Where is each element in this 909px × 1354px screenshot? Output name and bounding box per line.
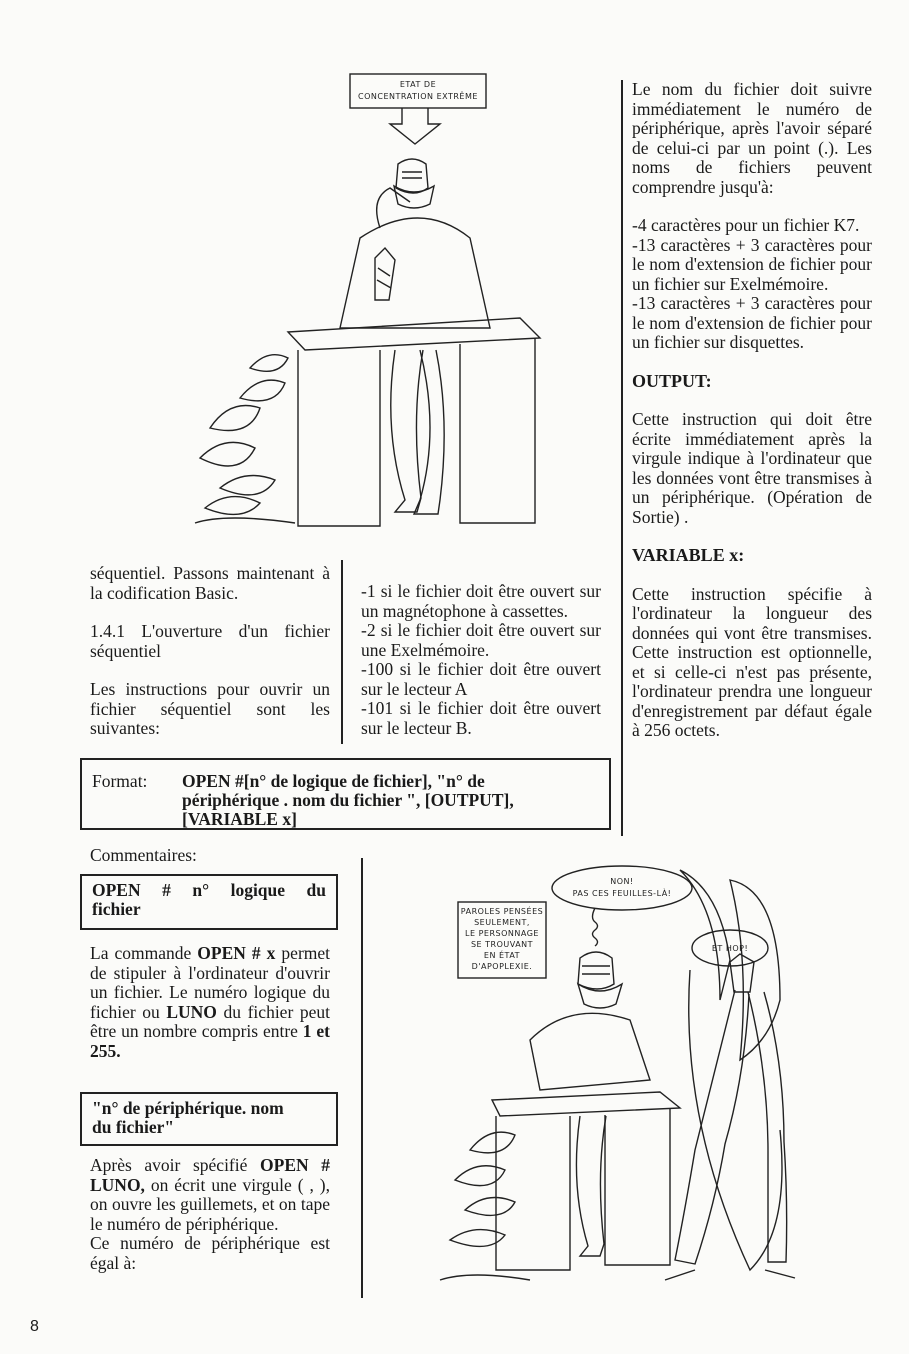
section-heading-141: 1.4.1 L'ouverture d'un fichier séquentiel [90, 621, 330, 661]
heading-output: OUTPUT: [632, 370, 712, 391]
format-label: Format: [92, 771, 148, 791]
open-box: OPEN # n° logique du fichier [80, 874, 338, 930]
device-item: -101 si le fichier doit être ouvert sur le lecteur B. [361, 698, 601, 738]
format-syntax: OPEN #[n° de logique de fichier], "n° de périphérique . nom du fichier ", [OUTPUT], [VARIABLE x] [182, 771, 514, 829]
illustration-apoplexie [430, 850, 900, 1320]
device-item: -1 si le fichier doit être ouvert sur un magnétophone à cassettes. [361, 581, 601, 621]
paragraph-filename: Le nom du fichier doit suivre immédiatement le numéro de périphérique, après l'avoir séparé de celui-ci par un point (.). Les noms de fichiers peuvent comprendre jusqu'à: [632, 79, 872, 197]
column-divider-right [621, 80, 623, 836]
format-box [80, 758, 611, 830]
paragraph-variable: Cette instruction spécifie à l'ordinateur la longueur des données qui vont être transmises. Cette instruction est optionnelle, et si celle-ci n'est pas présente, l'ordinateur prendra une longueur d'enregistrement par défaut égale à 256 octets. [632, 583, 872, 740]
device-item: -100 si le fichier doit être ouvert sur le lecteur A [361, 659, 601, 699]
open-description: La commande OPEN # x permet de stipuler à l'ordinateur d'ouvrir un fichier. Le numéro logique du fichier ou LUNO du fichier peut être un nombre compris entre 1 et 255. [90, 943, 331, 1061]
limit-disquettes: -13 caractères + 3 caractères pour le nom d'extension de fichier pour un fichier sur disquettes. [632, 293, 872, 352]
periph-description: Après avoir spécifié OPEN # LUNO, on écrit une virgule ( , ), on ouvre les guillemets, et on tape le numéro de périphérique. Ce numéro de périphérique est égal à: [90, 1155, 331, 1273]
column-divider-bottom [361, 858, 363, 1298]
svg-text:EN ÉTAT: EN ÉTAT [483, 951, 521, 960]
paragraph-instructions: Les instructions pour ouvrir un fichier séquentiel sont les suivantes: [90, 679, 330, 738]
svg-text:SEULEMENT,: SEULEMENT, [474, 918, 530, 927]
paragraph-output: Cette instruction qui doit être écrite immédiatement après la virgule indique à l'ordinateur que les données vont être transmises à un périphérique. (Opération de Sortie) . [632, 409, 872, 527]
periph-box: "n° de périphérique. nom du fichier" [80, 1092, 338, 1146]
heading-variable: VARIABLE x: [632, 545, 745, 565]
bubble-line-1: ETAT DE [399, 80, 437, 89]
speech-bubble-no [552, 866, 692, 910]
paragraph-sequentiel: séquentiel. Passons maintenant à la codification Basic. [90, 563, 330, 603]
device-item: -2 si le fichier doit être ouvert sur une Exelmémoire. [361, 620, 601, 660]
limit-exelmemoire: -13 caractères + 3 caractères pour le nom d'extension de fichier pour un fichier sur Exelmémoire. [632, 234, 872, 294]
limit-k7: -4 caractères pour un fichier K7. [632, 215, 860, 235]
svg-text:NON!: NON! [610, 877, 634, 886]
svg-text:D'APOPLEXIE.: D'APOPLEXIE. [471, 962, 533, 971]
svg-text:PAROLES PENSÉES: PAROLES PENSÉES [460, 907, 544, 916]
comments-label: Commentaires: [90, 845, 197, 865]
illustration-concentration [180, 68, 600, 538]
page-number: 8 [30, 1318, 39, 1335]
svg-text:SE TROUVANT: SE TROUVANT [470, 940, 534, 949]
right-column [632, 80, 872, 741]
left-column-top [90, 564, 330, 739]
bubble-line-2: CONCENTRATION EXTRÊME [358, 92, 478, 101]
svg-text:LE PERSONNAGE: LE PERSONNAGE [465, 929, 539, 938]
column-divider-left [341, 560, 343, 744]
device-list [361, 582, 601, 738]
svg-text:PAS CES FEUILLES-LÀ!: PAS CES FEUILLES-LÀ! [572, 889, 672, 898]
svg-text:ET HOP!: ET HOP! [711, 944, 749, 953]
